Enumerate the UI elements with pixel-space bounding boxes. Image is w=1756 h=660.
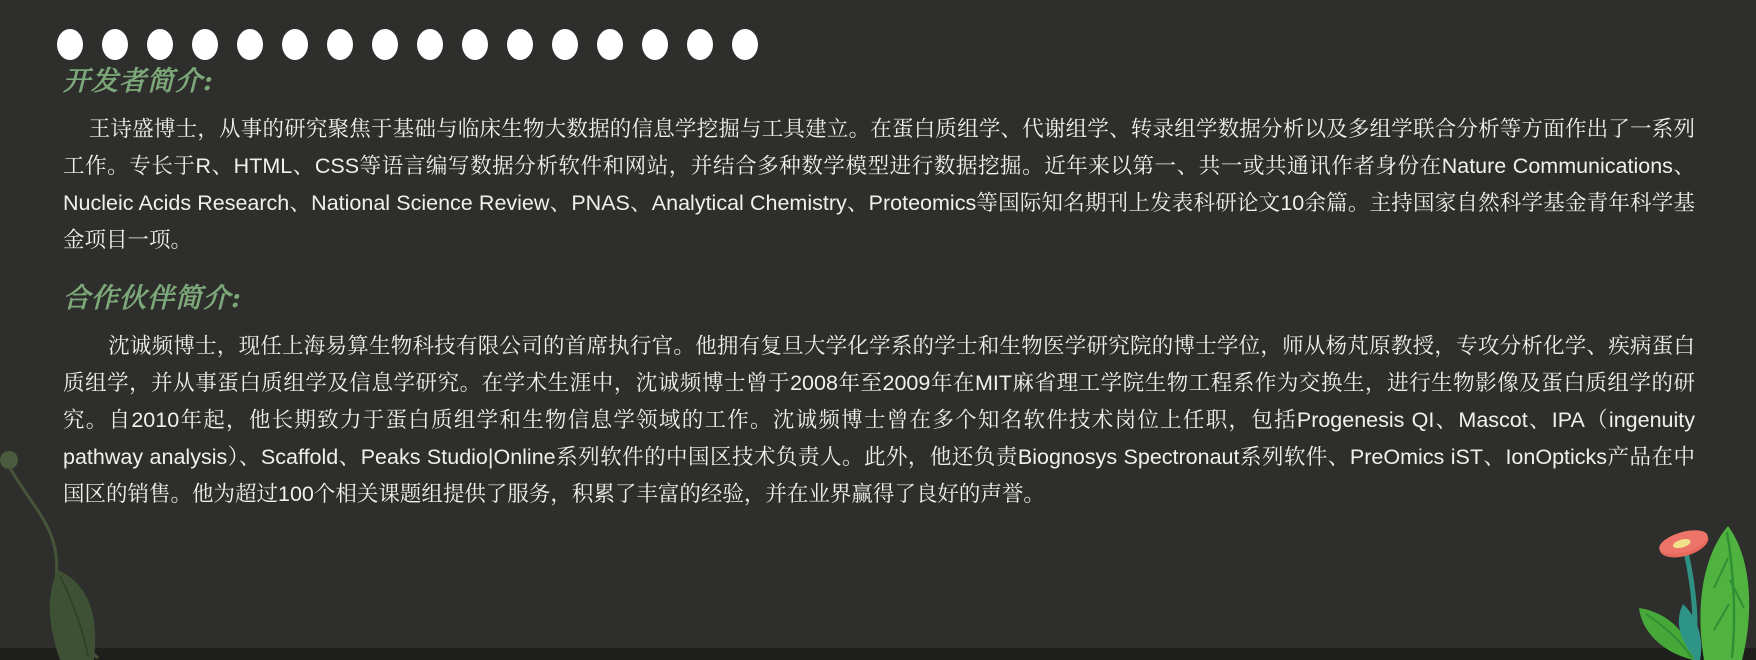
partner-section-heading: 合作伙伴简介: [63, 283, 242, 314]
binder-hole [732, 29, 758, 60]
binder-hole [102, 29, 128, 60]
developer-section-heading: 开发者简介: [63, 66, 214, 97]
binder-hole [597, 29, 623, 60]
binder-hole [552, 29, 578, 60]
binder-hole [282, 29, 308, 60]
binder-holes-row [57, 29, 758, 60]
binder-hole [57, 29, 83, 60]
slide-content [63, 66, 1695, 537]
binder-hole [687, 29, 713, 60]
binder-hole [327, 29, 353, 60]
vine-decoration-icon [0, 448, 130, 660]
binder-hole [417, 29, 443, 60]
binder-hole [372, 29, 398, 60]
binder-hole [462, 29, 488, 60]
binder-hole [147, 29, 173, 60]
slide-bottom-edge [0, 648, 1756, 660]
binder-hole [507, 29, 533, 60]
flower-decoration-icon [1544, 518, 1756, 660]
binder-hole [192, 29, 218, 60]
partner-section-body: 沈诚频博士，现任上海易算生物科技有限公司的首席执行官。他拥有复旦大学化学系的学士和生物医学研究院的博士学位，师从杨芃原教授，专攻分析化学、疾病蛋白质组学，并从事蛋白质组学及信息学研究。在学术生涯中，沈诚频博士曾于2008年至2009年在MIT麻省理工学院生物工程系作为交换生，进行生物影像及蛋白质组学的研究。自2010年起，他长期致力于蛋白质组学和生物信息学领域的工作。沈诚频博士曾在多个知名软件技术岗位上任职，包括Progenesis QI、Mascot、IPA（ingenuity pathway analysis）、Scaffold、Peaks Studio|Online系列软件的中国区技术负责人。此外，他还负责Biognosys Spectronaut系列软件、PreOmics iST、IonOpticks产品在中国区的销售。他为超过100个相关课题组提供了服务，积累了丰富的经验，并在业界赢得了良好的声誉。 [63, 334, 1695, 506]
developer-section-body: 王诗盛博士，从事的研究聚焦于基础与临床生物大数据的信息学挖掘与工具建立。在蛋白质组学、代谢组学、转录组学数据分析以及多组学联合分析等方面作出了一系列工作。专长于R、HTML、CSS等语言编写数据分析软件和网站，并结合多种数学模型进行数据挖掘。近年来以第一、共一或共通讯作者身份在Nature Communications、Nucleic Acids Research、National Science Review、PNAS、Analytical Chemistry、Proteomics等国际知名期刊上发表科研论文10余篇。主持国家自然科学基金青年科学基金项目一项。 [63, 117, 1695, 252]
binder-hole [642, 29, 668, 60]
binder-hole [237, 29, 263, 60]
